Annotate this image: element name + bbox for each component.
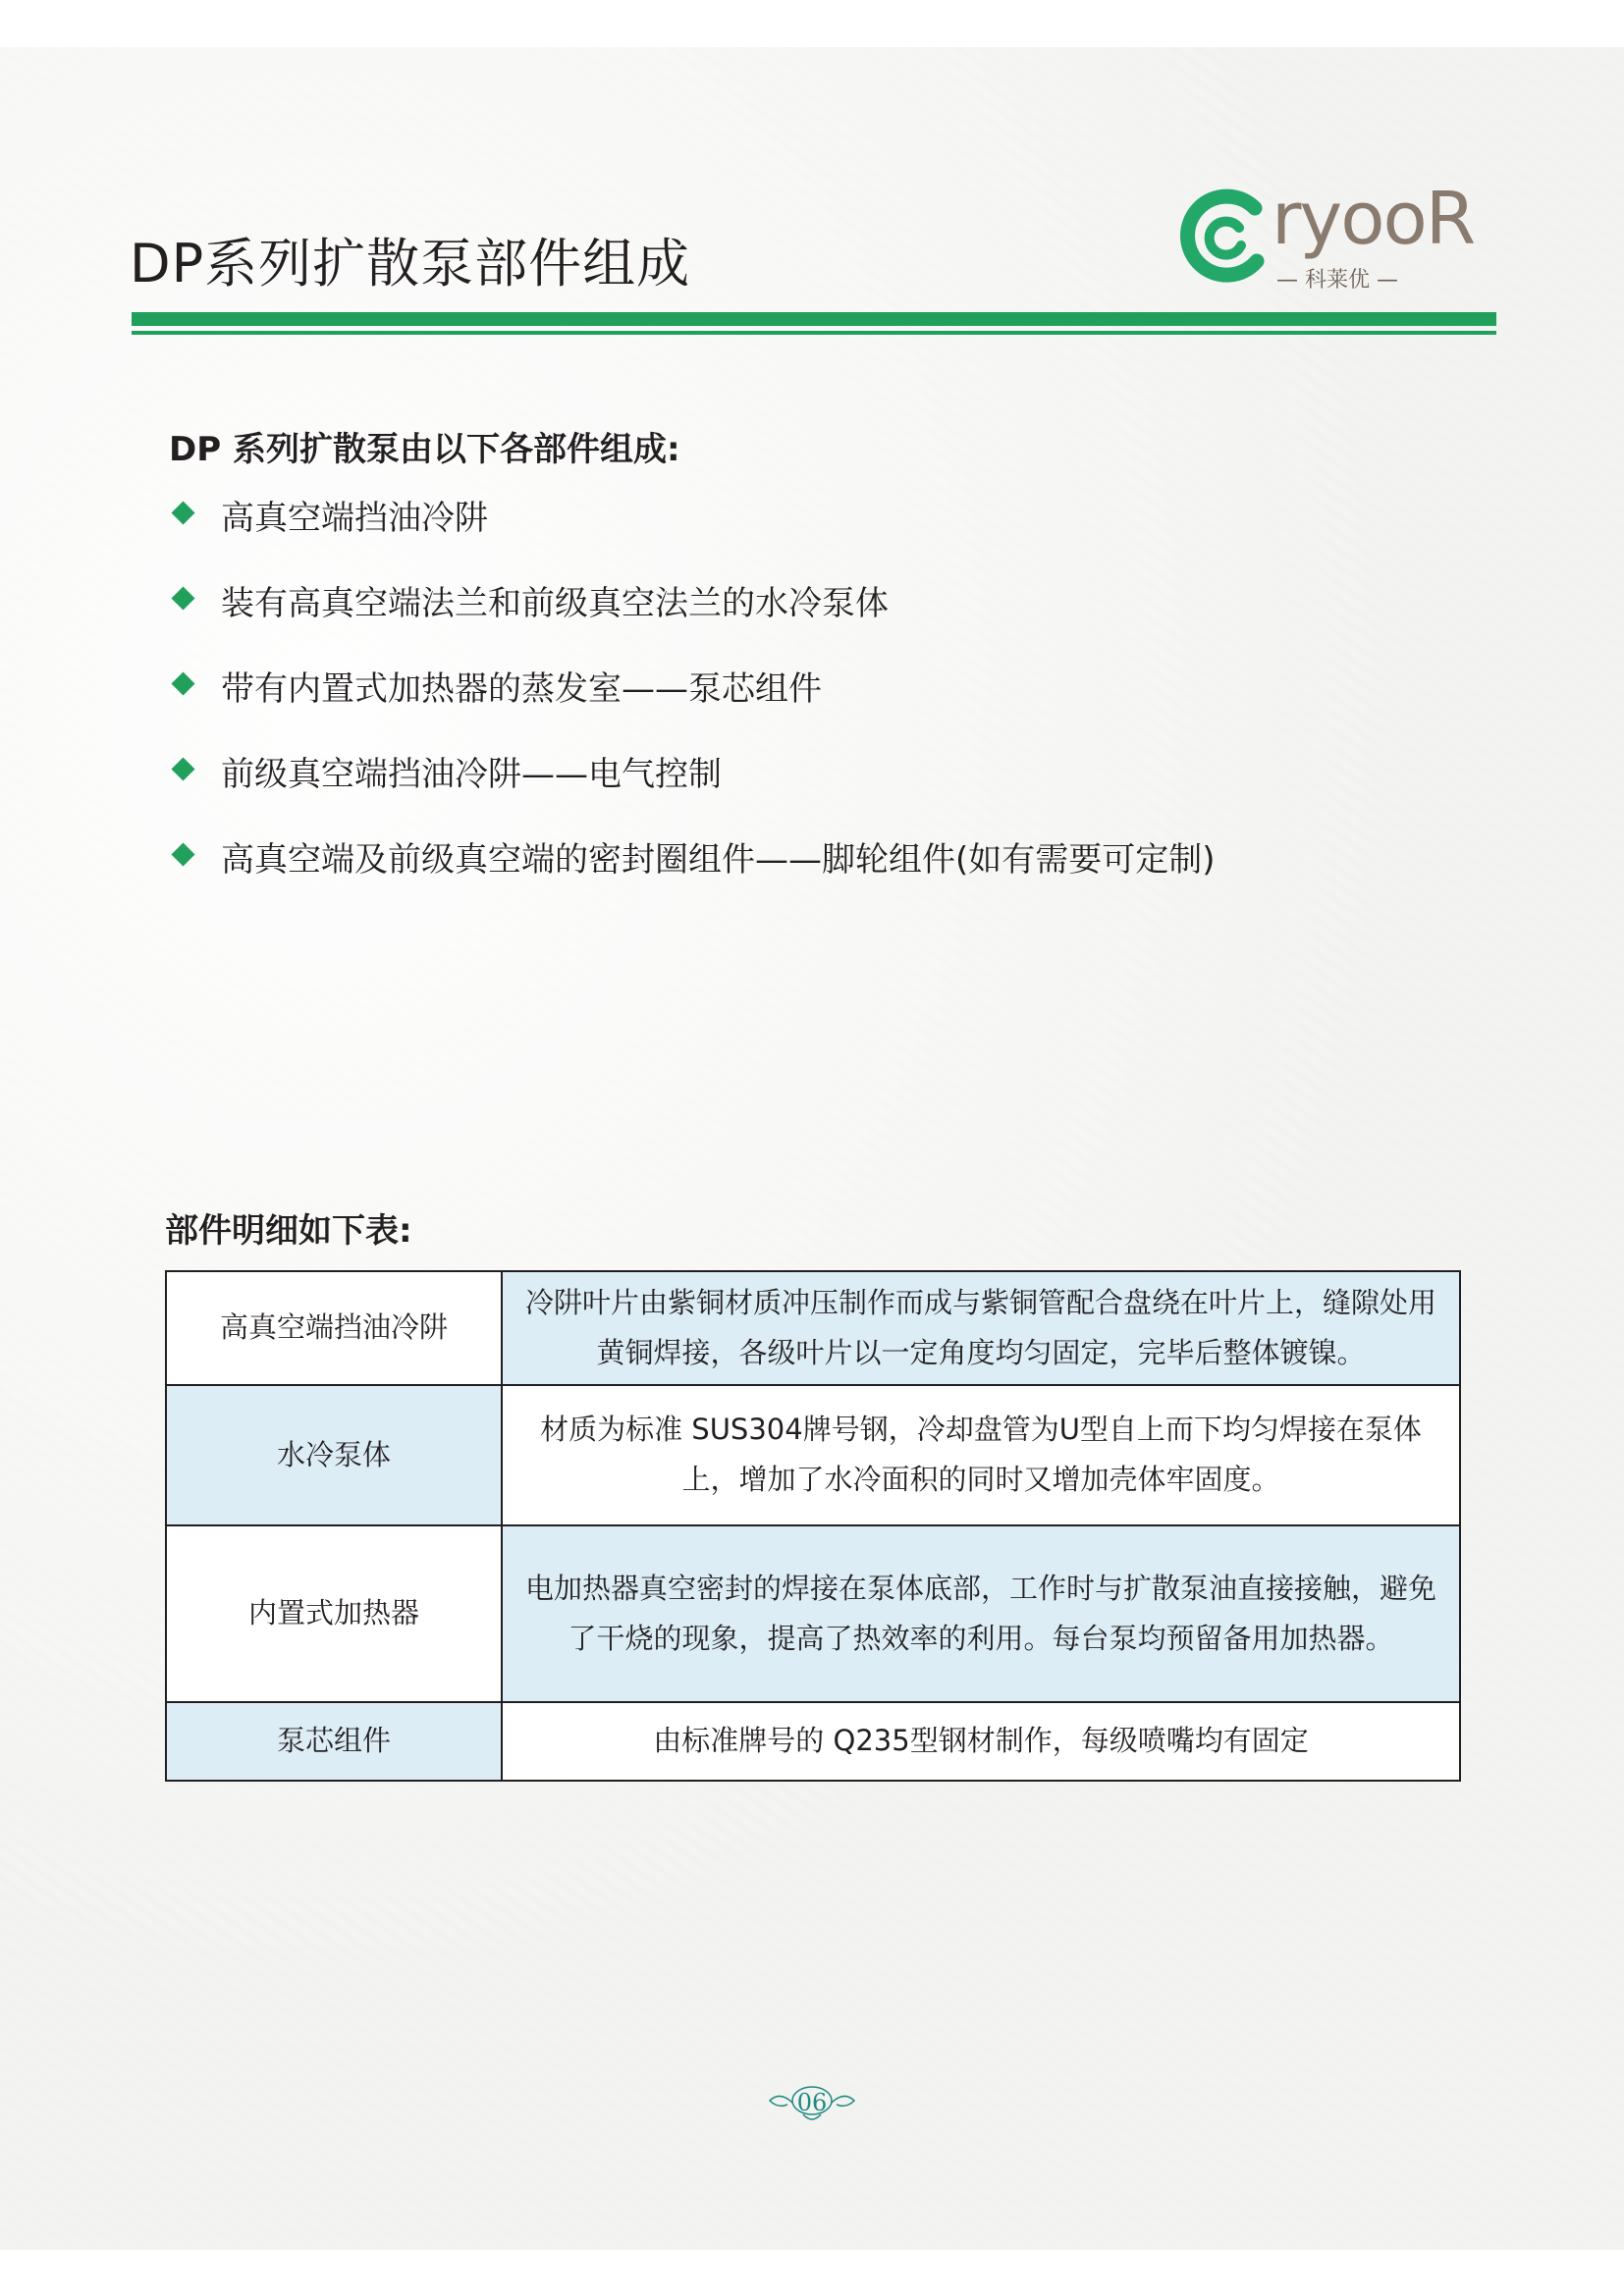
- table-cell-part-name: 泵芯组件: [166, 1702, 502, 1781]
- table-cell-part-desc: 电加热器真空密封的焊接在泵体底部，工作时与扩散泵油直接接触，避免了干烧的现象，提高了热效率的利用。每台泵均预留备用加热器。: [502, 1525, 1460, 1702]
- cryoor-c-logo-icon: [1178, 187, 1276, 285]
- list-item: [169, 662, 1216, 747]
- logo-subtitle: — 科莱优 —: [1276, 268, 1398, 293]
- list-item-text: 前级真空端挡油冷阱——电气控制: [221, 755, 722, 794]
- list-item-text: 装有高真空端法兰和前级真空法兰的水冷泵体: [221, 584, 889, 623]
- diamond-bullet-icon: [171, 842, 194, 866]
- diamond-bullet-icon: [171, 757, 194, 780]
- list-item: [169, 491, 1216, 576]
- parts-detail-table: [165, 1270, 1461, 1782]
- list-item-text: 带有内置式加热器的蒸发室——泵芯组件: [221, 669, 822, 709]
- page-title: DP系列扩散泵部件组成: [130, 233, 691, 294]
- page-top-margin: [0, 0, 1624, 47]
- diamond-bullet-icon: [171, 586, 194, 610]
- table-cell-part-name: 高真空端挡油冷阱: [166, 1271, 502, 1385]
- table-row: [166, 1702, 1460, 1781]
- logo-wordmark: ryooR: [1272, 177, 1475, 261]
- list-item-text: 高真空端挡油冷阱: [221, 499, 488, 538]
- table-cell-part-name: 内置式加热器: [166, 1525, 502, 1702]
- table-cell-part-name: 水冷泵体: [166, 1385, 502, 1525]
- table-cell-part-desc: 由标准牌号的 Q235型钢材制作，每级喷嘴均有固定: [502, 1702, 1460, 1781]
- table-row: [166, 1525, 1460, 1702]
- list-item: [169, 832, 1216, 918]
- components-intro-heading: DP 系列扩散泵由以下各部件组成:: [169, 430, 680, 469]
- table-row: [166, 1271, 1460, 1385]
- brand-logo: [1178, 177, 1473, 304]
- list-item: [169, 576, 1216, 662]
- page-bottom-margin: [0, 2250, 1624, 2296]
- parts-table-heading: 部件明细如下表:: [165, 1211, 412, 1251]
- page-number-ornament: [766, 2079, 858, 2128]
- list-item: [169, 747, 1216, 832]
- list-item-text: 高真空端及前级真空端的密封圈组件——脚轮组件(如有需要可定制): [221, 840, 1216, 880]
- diamond-bullet-icon: [171, 501, 194, 524]
- table-cell-part-desc: 冷阱叶片由紫铜材质冲压制作而成与紫铜管配合盘绕在叶片上，缝隙处用黄铜焊接，各级叶片以一定角度均匀固定，完毕后整体镀镍。: [502, 1271, 1460, 1385]
- table-cell-part-desc: 材质为标准 SUS304牌号钢，冷却盘管为U型自上而下均匀焊接在泵体上，增加了水冷面积的同时又增加壳体牢固度。: [502, 1385, 1460, 1525]
- components-bullet-list: [169, 491, 1216, 918]
- header-rule-thick: [132, 312, 1496, 326]
- page-number: 06: [796, 2089, 828, 2116]
- page-background: [0, 47, 1624, 2250]
- table-row: [166, 1385, 1460, 1525]
- diamond-bullet-icon: [171, 671, 194, 695]
- header-rule-thin: [132, 331, 1496, 335]
